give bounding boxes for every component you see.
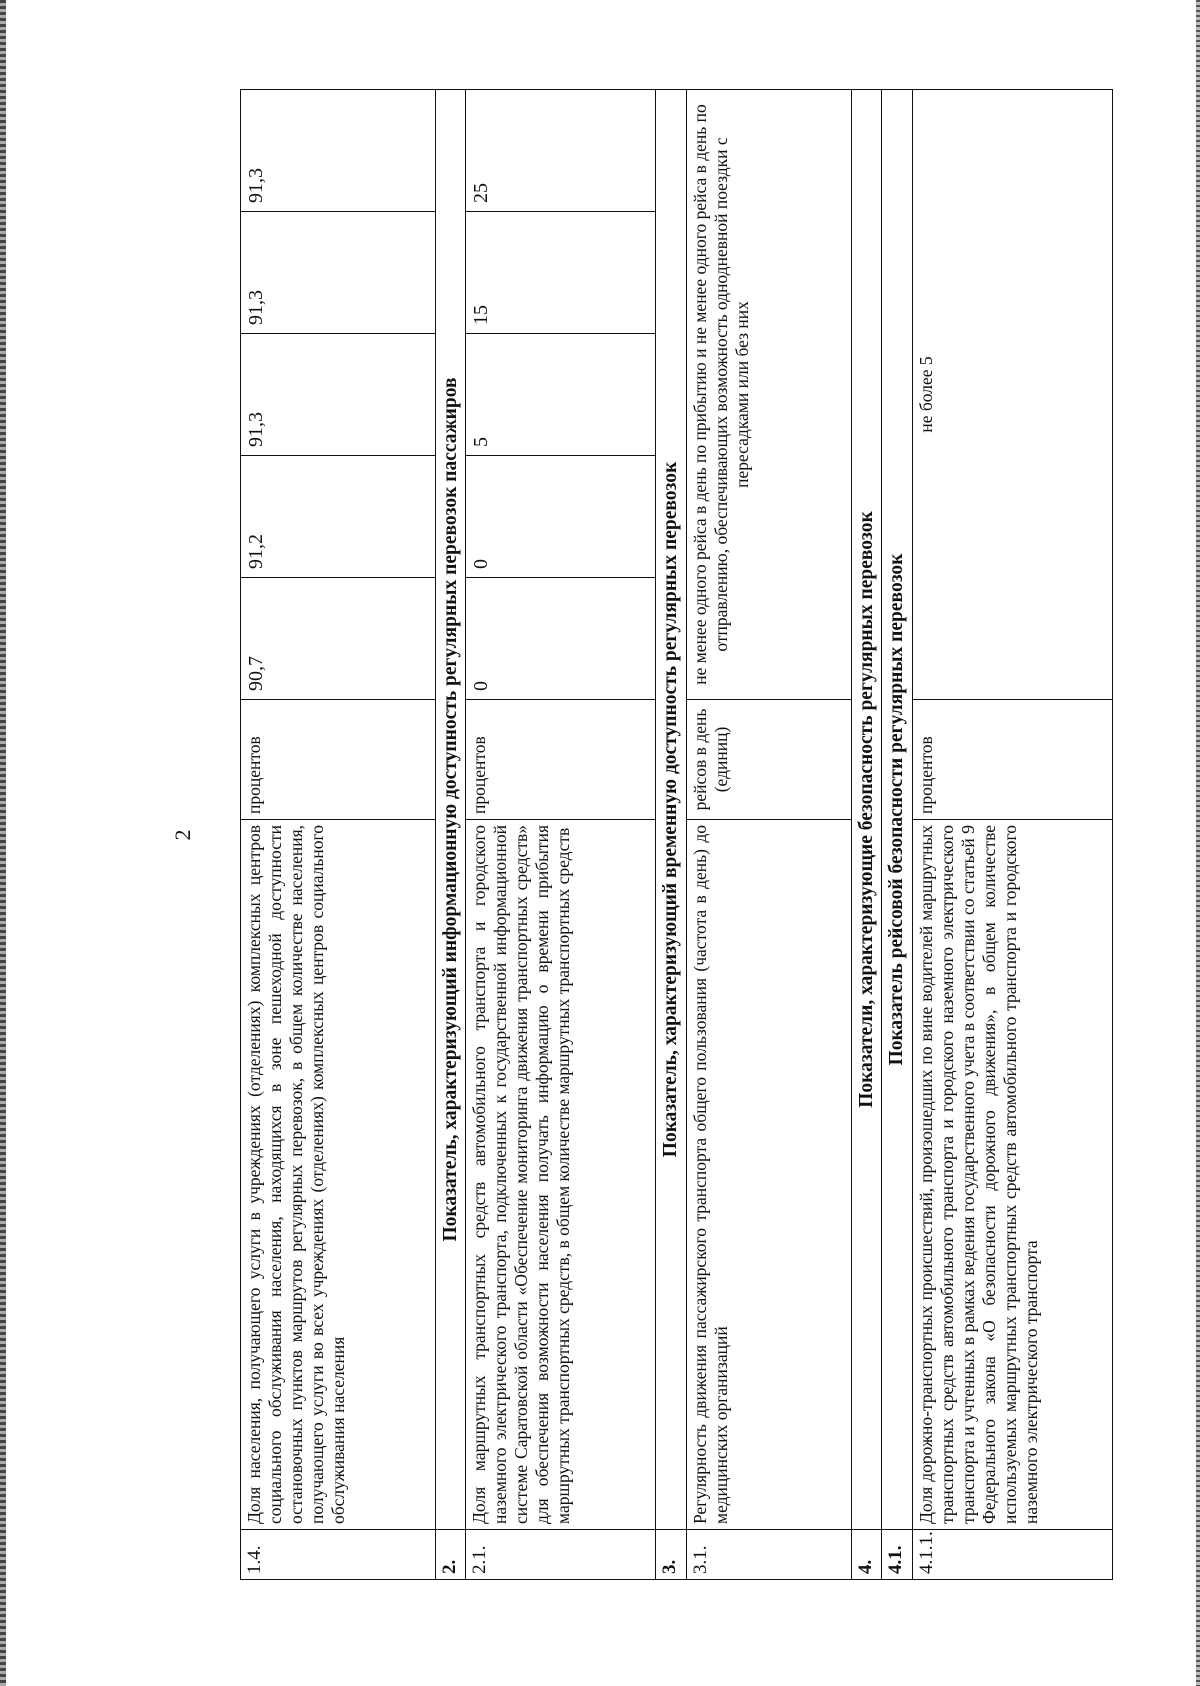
row-number: 4.1.1. (912, 1530, 1112, 1580)
row-unit: процентов (466, 700, 656, 820)
section-number: 4. (851, 1530, 881, 1580)
row-value: 15 (466, 212, 656, 334)
table-row (686, 90, 851, 1580)
scan-edge-left (0, 0, 6, 1686)
row-number: 2.1. (466, 1530, 656, 1580)
rotated-page (170, 90, 1200, 1580)
row-value: 91,3 (241, 212, 436, 334)
section-title: Показатели, характеризующие безопасность регулярных перевозок (851, 90, 881, 1530)
section-title: Показатель, характеризующий информационную доступность регулярных перевозок пассажиров (436, 90, 466, 1530)
row-description: Доля населения, получающего услуги в учреждениях (отделениях) комплексных центров социального обслуживания населения, находящихся в зоне пешеходной доступности остановочных пунктов маршрутов регулярных перевозок, в общем количестве населения, получающего услуги во всех учреждениях (отделениях) комплексных центров социального обслуживания населения (241, 820, 436, 1530)
row-value: 91,3 (241, 334, 436, 456)
row-note: не более 5 (912, 90, 1112, 700)
row-value: 5 (466, 334, 656, 456)
row-value: 90,7 (241, 578, 436, 700)
row-unit: процентов (912, 700, 1112, 820)
row-value: 91,2 (241, 456, 436, 578)
row-note: не менее одного рейса в день по прибытию и не менее одного рейса в день по отправлению, обеспечивающих возможность однодневной поездки с пересадками или без них (686, 90, 851, 700)
row-value: 25 (466, 90, 656, 212)
row-number: 1.4. (241, 1530, 436, 1580)
section-row (656, 90, 686, 1580)
row-description: Доля дорожно-транспортных происшествий, произошедших по вине водителей маршрутных транспортных средств автомобильного транспорта и городского наземного электрического транспорта и учтенных в рамках ведения государственного учета в соответствии со статьей 9 Федерального закона «О безопасности дорожного движения», в общем количестве используемых маршрутных транспортных средств автомобильного транспорта и городского наземного электрического транспорта (912, 820, 1112, 1530)
row-number: 3.1. (686, 1530, 851, 1580)
section-number: 2. (436, 1530, 466, 1580)
section-number: 3. (656, 1530, 686, 1580)
section-row (882, 90, 912, 1580)
row-value: 0 (466, 578, 656, 700)
section-title: Показатель рейсовой безопасности регулярных перевозок (882, 90, 912, 1530)
section-row (851, 90, 881, 1580)
table-row (241, 90, 436, 1580)
page-number: 2 (170, 829, 195, 841)
table-row (466, 90, 656, 1580)
section-row (436, 90, 466, 1580)
section-title: Показатель, характеризующий временную доступность регулярных перевозок (656, 90, 686, 1530)
row-unit: рейсов в день (единиц) (686, 700, 851, 820)
table-row (912, 90, 1112, 1580)
row-description: Доля маршрутных транспортных средств автомобильного транспорта и городского наземного электрического транспорта, подключенных к государственной информационной системе Саратовской области «Обеспечение мониторинга движения транспортных средств» для обеспечения возможности населения получать информацию о времени прибытия маршрутных транспортных средств, в общем количестве маршрутных транспортных средств (466, 820, 656, 1530)
section-number: 4.1. (882, 1530, 912, 1580)
row-value: 0 (466, 456, 656, 578)
row-description: Регулярность движения пассажирского транспорта общего пользования (частота в день) до медицинских организаций (686, 820, 851, 1530)
row-value: 91,3 (241, 90, 436, 212)
row-unit: процентов (241, 700, 436, 820)
indicators-table (240, 89, 1113, 1580)
